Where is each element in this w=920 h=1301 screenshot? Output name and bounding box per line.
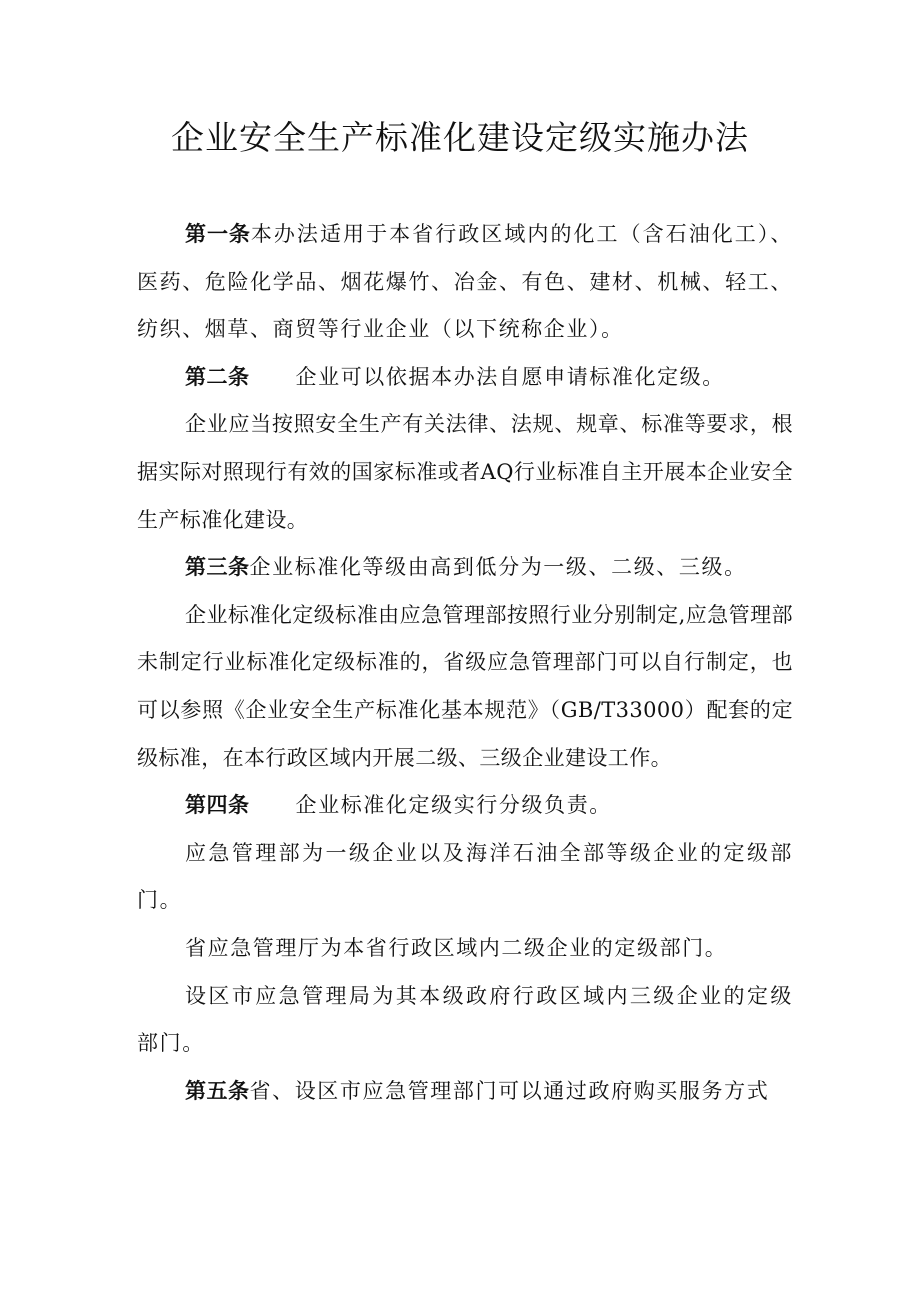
paragraph-article-2-detail bbox=[137, 401, 793, 544]
paragraph-article-4 bbox=[137, 782, 793, 830]
paragraph-article-3 bbox=[137, 544, 793, 592]
paragraph-text: 企业标准化等级由高到低分为一级、二级、三级。 bbox=[249, 555, 747, 580]
paragraph-text: 本办法适用于本省行政区域内的化工（含石油化工）、医药、危险化学品、烟花爆竹、冶金、有色、建材、机械、轻工、纺织、烟草、商贸等行业企业（以下统称企业）。 bbox=[137, 222, 793, 342]
paragraph-text: 省应急管理厅为本省行政区域内二级企业的定级部门。 bbox=[185, 935, 728, 960]
paragraph-article-4-detail-3 bbox=[137, 973, 793, 1068]
paragraph-article-5 bbox=[137, 1068, 793, 1116]
paragraph-article-4-detail-1 bbox=[137, 830, 793, 925]
paragraph-text: 省、设区市应急管理部门可以通过政府购买服务方式 bbox=[249, 1078, 770, 1103]
paragraph-article-4-detail-2 bbox=[137, 925, 793, 973]
article-label: 第三条 bbox=[185, 555, 250, 580]
article-label: 第一条 bbox=[185, 222, 251, 246]
paragraph-article-2 bbox=[137, 354, 793, 402]
paragraph-text: 企业应当按照安全生产有关法律、法规、规章、标准等要求，根据实际对照现行有效的国家标准或者AQ行业标准自主开展本企业安全生产标准化建设。 bbox=[137, 412, 793, 532]
document-body bbox=[137, 211, 793, 1115]
document-title: 企业安全生产标准化建设定级实施办法 bbox=[171, 118, 749, 157]
paragraph-text: 企业标准化定级标准由应急管理部按照行业分别制定,应急管理部未制定行业标准化定级标准的，省级应急管理部门可以自行制定，也可以参照《企业安全生产标准化基本规范》（GB/T33000）配套的定级标准，在本行政区域内开展二级、三级企业建设工作。 bbox=[137, 602, 793, 770]
paragraph-text: 企业标准化定级实行分级负责。 bbox=[295, 793, 612, 818]
article-label: 第五条 bbox=[185, 1078, 250, 1103]
paragraph-article-3-detail bbox=[137, 592, 793, 782]
paragraph-article-1 bbox=[137, 211, 793, 354]
paragraph-text: 企业可以依据本办法自愿申请标准化定级。 bbox=[295, 364, 725, 389]
article-label: 第四条 bbox=[185, 793, 250, 818]
paragraph-text: 应急管理部为一级企业以及海洋石油全部等级企业的定级部门。 bbox=[137, 840, 793, 913]
article-label: 第二条 bbox=[185, 364, 250, 389]
paragraph-text: 设区市应急管理局为其本级政府行政区域内三级企业的定级部门。 bbox=[137, 983, 793, 1056]
